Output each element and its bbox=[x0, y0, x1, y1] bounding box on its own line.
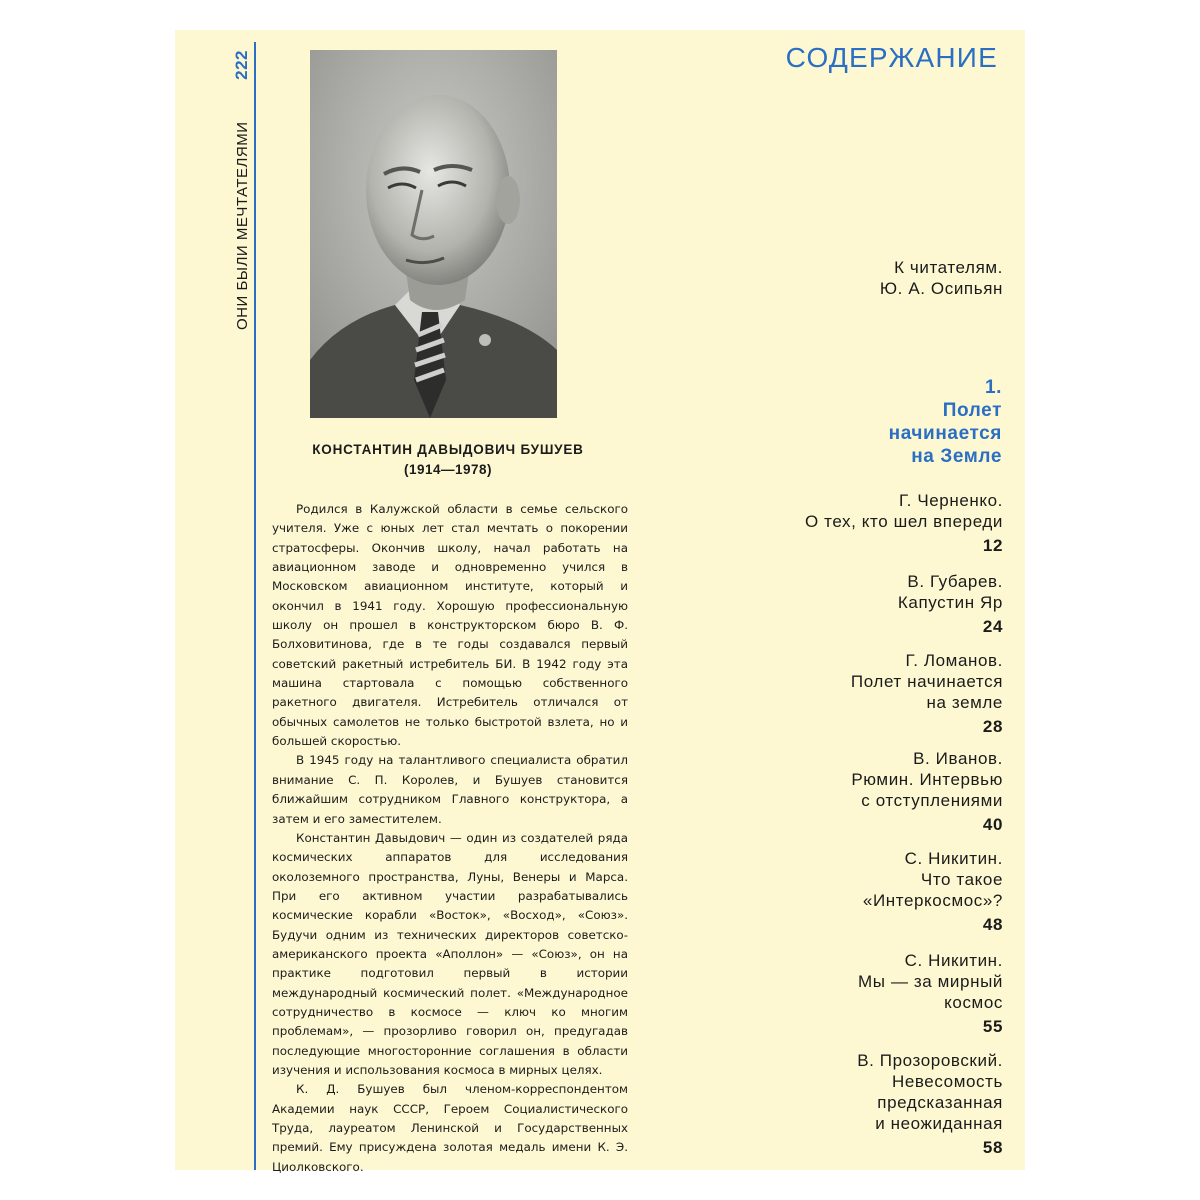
toc-entry[interactable] bbox=[683, 1050, 1003, 1158]
person-name: КОНСТАНТИН ДАВЫДОВИЧ БУШУЕВ bbox=[312, 442, 584, 457]
toc-entry-page: 24 bbox=[982, 617, 1003, 636]
toc-entry[interactable] bbox=[683, 848, 1003, 935]
bio-paragraph: Родился в Калужской области в семье сельского учителя. Уже с юных лет стал мечтать о покорении стратосферы. Окончив школу, начал работать на авиационном заводе и одновременно учился в Московском авиационном институте, который и окончил в 1941 году. Хорошую профессиональную школу он прошел в конструкторском бюро В. Ф. Болховитинова, где в те годы создавался первый советский ракетный истребитель БИ. В 1942 году эта машина стартовала с помощью собственного ракетного двигателя. Истребитель отличался от обычных самолетов не только быстротой взлета, но и большей скоростью. bbox=[272, 502, 628, 749]
toc-entry-author: В. Губарев. bbox=[907, 572, 1003, 591]
toc-entry-title: с отступлениями bbox=[861, 791, 1003, 810]
bio-paragraph: К. Д. Бушуев был членом-корреспондентом Академии наук СССР, Героем Социалистического Труда, лауреатом Ленинской и Государственных премий. Ему присуждена золотая медаль имени К. Э. Циолковского. bbox=[272, 1082, 628, 1174]
toc-entry-page: 55 bbox=[982, 1017, 1003, 1036]
toc-intro-label: К читателям. bbox=[894, 258, 1003, 277]
toc-entry-title: космос bbox=[944, 993, 1003, 1012]
toc-entry-author: Г. Ломанов. bbox=[905, 651, 1003, 670]
section-heading bbox=[762, 376, 1002, 468]
toc-entry-title: предсказанная bbox=[877, 1093, 1003, 1112]
bio-paragraph: Константин Давыдович — один из создателей ряда космических аппаратов для исследования околоземного пространства, Луны, Венеры и Марса. При его активном участии разрабатывались космические корабли «Восток», «Восход», «Союз». Будучи одним из технических директоров советско-американского проекта «Аполлон» — «Союз», он на практике подготовил первый в истории международный космический полет. «Международное сотрудничество в космосе — ключ ко многим проблемам», — прозорливо говорил он, предугадав последующие многосторонние соглашения в области изучения и использования космоса в мирных целях. bbox=[272, 830, 628, 1077]
toc-entry[interactable] bbox=[683, 490, 1003, 556]
section-title-line: начинается bbox=[888, 423, 1002, 444]
toc-entry-page: 40 bbox=[982, 815, 1003, 834]
toc-entry-title: Мы — за мирный bbox=[858, 972, 1003, 991]
toc-entry[interactable] bbox=[683, 650, 1003, 737]
toc-entry-title: Рюмин. Интервью bbox=[851, 770, 1003, 789]
biography bbox=[272, 500, 628, 1177]
toc-entry-title: на земле bbox=[926, 693, 1003, 712]
contents-title: СОДЕРЖАНИЕ bbox=[785, 42, 998, 73]
running-head bbox=[232, 50, 252, 330]
section-title-line: Полет bbox=[942, 400, 1002, 421]
toc-entry-author: В. Прозоровский. bbox=[857, 1051, 1003, 1070]
toc-entry-author: Г. Черненко. bbox=[898, 491, 1003, 510]
toc-entry-title: Полет начинается bbox=[850, 672, 1003, 691]
toc-entry-title: О тех, кто шел впереди bbox=[805, 512, 1003, 531]
toc-entry[interactable] bbox=[683, 748, 1003, 835]
running-head-title: ОНИ БЫЛИ МЕЧТАТЕЛЯМИ bbox=[233, 121, 251, 330]
toc-entry-title: Капустин Яр bbox=[897, 593, 1003, 612]
toc-intro-author: Ю. А. Осипьян bbox=[879, 279, 1003, 298]
toc-entry-page: 58 bbox=[982, 1138, 1003, 1157]
toc-entry-author: С. Никитин. bbox=[904, 951, 1003, 970]
section-number: 1. bbox=[984, 377, 1002, 398]
toc-entry-title: «Интеркосмос»? bbox=[862, 891, 1003, 910]
toc-entry[interactable] bbox=[683, 571, 1003, 637]
side-rule bbox=[254, 42, 256, 1170]
toc-entry-author: В. Иванов. bbox=[913, 749, 1003, 768]
portrait-photo bbox=[310, 50, 557, 418]
page-number: 222 bbox=[232, 50, 251, 80]
toc-entry[interactable] bbox=[683, 950, 1003, 1037]
portrait-illustration bbox=[310, 50, 557, 418]
toc-intro[interactable] bbox=[683, 257, 1003, 299]
section-title-line: на Земле bbox=[911, 446, 1002, 467]
toc-entry-page: 12 bbox=[982, 536, 1003, 555]
toc-entry-title: и неожиданная bbox=[875, 1114, 1003, 1133]
toc-entry-title: Невесомость bbox=[891, 1072, 1003, 1091]
toc-entry-page: 48 bbox=[982, 915, 1003, 934]
toc-entry-title: Что такое bbox=[920, 870, 1003, 889]
bio-paragraph: В 1945 году на талантливого специалиста обратил внимание С. П. Королев, и Бушуев становится ближайшим сотрудником Главного конструктора, а затем и его заместителем. bbox=[272, 753, 628, 826]
person-years: (1914—1978) bbox=[403, 462, 493, 477]
toc-entry-author: С. Никитин. bbox=[904, 849, 1003, 868]
toc-entry-page: 28 bbox=[982, 717, 1003, 736]
